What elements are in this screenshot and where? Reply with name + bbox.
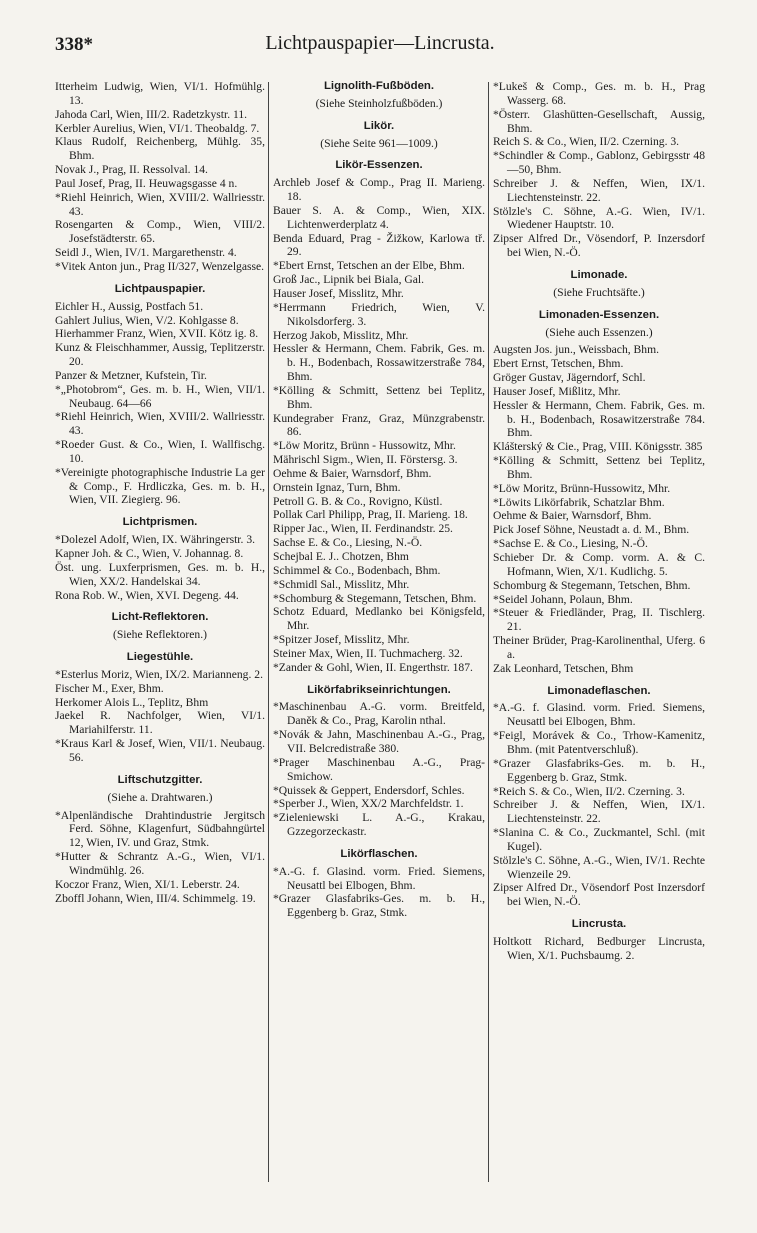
directory-entry: Herkomer Alois L., Teplitz, Bhm <box>55 695 209 709</box>
directory-entry: Koczor Franz, Wien, XI/1. Leberstr. 24. <box>55 877 240 891</box>
directory-entry: Schieber Dr. & Comp. vorm. A. & C. Hofmann, Wien, X/1. Kudlichg. 5. <box>493 551 705 578</box>
directory-entry: *Novák & Jahn, Maschinenbau A.-G., Prag, VII. Belcredistraße 380. <box>273 728 485 755</box>
directory-entry: *Zieleniewski L. A.-G., Krakau, Gzzegorzeckastr. <box>273 811 485 839</box>
directory-entry: Schotz Eduard, Medlanko bei Königsfeld, Mhr. <box>273 605 485 633</box>
directory-entry: Zipser Alfred Dr., Vösendorf Post Inzersdorf bei Wien, N.-Ö. <box>493 881 705 909</box>
directory-entry: *Schomburg & Stegemann, Tetschen, Bhm. <box>273 591 477 605</box>
cross-reference-note: (Siehe auch Essenzen.) <box>545 325 653 339</box>
directory-entry: *„Photobrom“, Ges. m. b. H., Wien, VII/1. Neubaug. 64—66 <box>55 382 265 410</box>
directory-entry: Archleb Josef & Comp., Prag II. Marieng. 18. <box>273 176 485 204</box>
directory-entry: Bauer S. A. & Comp., Wien, XIX. Lichtenwerderplatz 4. <box>273 203 485 231</box>
directory-entry: Hessler & Hermann, Chem. Fabrik, Ges. m. b. H., Bodenbach, Rosawitzerstraße 784. Bhm. <box>493 398 705 440</box>
directory-entry: Reich S. & Co., Wien, II/2. Czerning. 3. <box>493 135 680 149</box>
directory-entry: *Löw Moritz, Brünn-Hussowitz, Mhr. <box>493 481 671 495</box>
directory-entry: *A.-G. f. Glasind. vorm. Fried. Siemens, Neusattl bei Elbogen, Bhm. <box>493 701 705 729</box>
directory-entry: Gahlert Julius, Wien, V/2. Kohlgasse 8. <box>55 313 239 327</box>
directory-entry: *Österr. Glashütten-Gesellschaft, Aussig, Bhm. <box>493 107 705 135</box>
directory-entry: Rona Rob. W., Wien, XVI. Degeng. 44. <box>55 588 239 602</box>
directory-entry: Seidl J., Wien, IV/1. Margarethenstr. 4. <box>55 246 237 260</box>
section-heading: Licht-Reflektoren. <box>111 611 209 624</box>
directory-entry: Steiner Max, Wien, II. Tuchmacherg. 32. <box>273 646 463 660</box>
directory-entry: *A.-G. f. Glasind. vorm. Fried. Siemens, Neusattl bei Elbogen, Bhm. <box>273 864 485 892</box>
directory-entry: *Hutter & Schrantz A.-G., Wien, VI/1. Windmühlg. 26. <box>55 850 265 877</box>
directory-entry: *Schmidl Sal., Misslitz, Mhr. <box>273 577 410 591</box>
directory-entry: Öst. ung. Luxferprismen, Ges. m. b. H., Wien, XX/2. Handelskai 34. <box>55 560 265 588</box>
directory-entry: Holtkott Richard, Bedburger Lincrusta, Wien, X/1. Puchsbaumg. 2. <box>493 934 705 962</box>
directory-entry: Gröger Gustav, Jägerndorf, Schl. <box>493 371 646 385</box>
directory-entry: Benda Eduard, Prag - Žižkow, Karlowa tř. 29. <box>273 231 485 259</box>
directory-entry: Klaus Rudolf, Reichenberg, Mühlg. 35, Bhm. <box>55 135 265 163</box>
directory-entry: *Schindler & Comp., Gablonz, Gebirgsstr 48—50, Bhm. <box>493 149 705 177</box>
cross-reference-note: (Siehe Reflektoren.) <box>112 628 207 642</box>
section-heading: Limonaden-Essenzen. <box>538 308 660 321</box>
directory-entry: Oehme & Baier, Warnsdorf, Bhm. <box>273 466 432 480</box>
directory-entry: Groß Jac., Lipnik bei Biala, Gal. <box>273 273 425 287</box>
directory-entry: Schreiber J. & Neffen, Wien, IX/1. Liechtensteinstr. 22. <box>493 176 705 204</box>
cross-reference-note: (Siehe Steinholzfußböden.) <box>315 96 443 110</box>
directory-entry: Hauser Josef, Misslitz, Mhr. <box>273 286 404 300</box>
directory-entry: *Löw Moritz, Brünn - Hussowitz, Mhr. <box>273 439 456 453</box>
directory-entry: Pollak Carl Philipp, Prag, II. Marieng. 18. <box>273 508 468 522</box>
directory-entry: Schimmel & Co., Bodenbach, Bhm. <box>273 563 441 577</box>
directory-entry: *Zander & Gohl, Wien, II. Engerthstr. 187. <box>273 660 473 674</box>
directory-entry: *Löwits Likörfabrik, Schatzlar Bhm. <box>493 495 665 509</box>
directory-entry: Theiner Brüder, Prag-Karolinenthal, Uferg. 6 a. <box>493 634 705 661</box>
directory-entry: Stölzle's C. Söhne, A.-G., Wien, IV/1. Rechte Wienzeile 29. <box>493 853 705 881</box>
directory-entry: Kunz & Fleischhammer, Aussig, Teplitzerstr. 20. <box>55 341 265 369</box>
section-heading: Lignolith-Fußböden. <box>323 80 435 92</box>
directory-entry: Mährischl Sigm., Wien, II. Förstersg. 3. <box>273 453 458 467</box>
directory-entry: *Riehl Heinrich, Wien, XVIII/2. Wallriesstr. 43. <box>55 190 265 218</box>
directory-entry: Hauser Josef, Mißlitz, Mhr. <box>493 384 621 398</box>
directory-entry: Klášterský & Cie., Prag, VIII. Königsstr. 385 <box>493 440 703 454</box>
directory-entry: Ebert Ernst, Tetschen, Bhm. <box>493 357 624 371</box>
section-heading: Liftschutzgitter. <box>117 773 203 786</box>
directory-entry: *Esterlus Moriz, Wien, IX/2. Marianneng. 2. <box>55 667 263 681</box>
directory-entry: *Prager Maschinenbau A.-G., Prag-Smichow. <box>273 755 485 783</box>
cross-reference-note: (Siehe Fruchtsäfte.) <box>553 285 645 299</box>
directory-entry: *Maschinenbau A.-G. vorm. Breitfeld, Daněk & Co., Prag, Karolin nthal. <box>273 700 485 728</box>
directory-entry: *Feigl, Morávek & Co., Trhow-Kamenitz, Bhm. (mit Patentverschluß). <box>493 729 705 756</box>
directory-entry: Herzog Jakob, Misslitz, Mhr. <box>273 328 409 342</box>
section-heading: Lichtprismen. <box>122 516 198 529</box>
directory-entry: *Sperber J., Wien, XX/2 Marchfeldstr. 1. <box>273 797 464 811</box>
directory-entry: Itterheim Ludwig, Wien, VI/1. Hofmühlg. 13. <box>55 80 265 107</box>
directory-entry: Ornstein Ignaz, Turn, Bhm. <box>273 480 401 494</box>
section-heading: Likör-Essenzen. <box>335 159 423 172</box>
column-middle <box>273 80 485 1190</box>
directory-entry: Rosengarten & Comp., Wien, VIII/2. Josefstädterstr. 65. <box>55 218 265 246</box>
directory-entry: *Spitzer Josef, Misslitz, Mhr. <box>273 633 410 647</box>
directory-entry: *Steuer & Friedländer, Prag, II. Tischlerg. 21. <box>493 606 705 634</box>
column-left <box>55 80 265 1190</box>
directory-entry: *Kölling & Schmitt, Settenz bei Teplitz, Bhm. <box>273 383 485 411</box>
directory-entry: Paul Josef, Prag, II. Heuwagsgasse 4 n. <box>55 176 238 190</box>
directory-entry: Kundegraber Franz, Graz, Münzgrabenstr. 86. <box>273 411 485 439</box>
column-divider <box>488 82 489 1182</box>
section-heading: Lincrusta. <box>571 918 627 931</box>
cross-reference-note: (Siehe a. Drahtwaren.) <box>107 790 213 804</box>
directory-entry: Sachse E. & Co., Liesing, N.-Ö. <box>273 536 423 550</box>
directory-columns <box>55 80 705 1190</box>
column-right <box>493 80 705 1190</box>
directory-entry: Petroll G. B. & Co., Rovigno, Küstl. <box>273 494 443 508</box>
directory-entry: *Roeder Gust. & Co., Wien, I. Wallfischg. 10. <box>55 438 265 465</box>
directory-entry: Schomburg & Stegemann, Tetschen, Bhm. <box>493 578 691 592</box>
directory-entry: *Herrmann Friedrich, Wien, V. Nikolsdorferg. 3. <box>273 300 485 328</box>
section-heading: Likörflaschen. <box>340 847 418 860</box>
directory-entry: *Ebert Ernst, Tetschen an der Elbe, Bhm. <box>273 259 465 273</box>
page-title: Lichtpauspapier—Lincrusta. <box>265 32 495 54</box>
directory-entry: *Grazer Glasfabriks-Ges. m. b. H., Eggenberg b. Graz, Stmk. <box>273 892 485 920</box>
directory-entry: Hessler & Hermann, Chem. Fabrik, Ges. m. b. H., Bodenbach, Rossawitzerstraße 784, Bhm. <box>273 342 485 384</box>
directory-entry: *Reich S. & Co., Wien, II/2. Czerning. 3. <box>493 784 685 798</box>
directory-entry: Zboffl Johann, Wien, III/4. Schimmelg. 19. <box>55 891 256 905</box>
section-heading: Limonade. <box>570 268 628 281</box>
directory-entry: *Dolezel Adolf, Wien, IX. Währingerstr. 3. <box>55 533 256 547</box>
directory-entry: *Sachse E. & Co., Liesing, N.-Ö. <box>493 537 648 551</box>
directory-entry: Stölzle's C. Söhne, A.-G. Wien, IV/1. Wiedener Hauptstr. 10. <box>493 204 705 232</box>
directory-entry: *Vereinigte photographische Industrie La ger & Comp., F. Hrdliczka, Ges. m. b. H., Wien, VII. Ziegierg. 96. <box>55 465 265 507</box>
section-heading: Likörfabrikseinrichtungen. <box>307 683 451 696</box>
directory-entry: *Vitek Anton jun., Prag II/327, Wenzelgasse. <box>55 259 265 273</box>
directory-entry: Novak J., Prag, II. Ressolval. 14. <box>55 163 208 177</box>
directory-entry: *Lukeš & Comp., Ges. m. b. H., Prag Wasserg. 68. <box>493 80 705 107</box>
directory-entry: *Quissek & Geppert, Endersdorf, Schles. <box>273 783 465 797</box>
directory-entry: *Slanina C. & Co., Zuckmantel, Schl. (mit Kugel). <box>493 826 705 853</box>
directory-entry: *Kölling & Schmitt, Settenz bei Teplitz, Bhm. <box>493 454 705 481</box>
directory-entry: *Kraus Karl & Josef, Wien, VII/1. Neubaug. 56. <box>55 737 265 764</box>
directory-entry: Jahoda Carl, Wien, III/2. Radetzkystr. 11. <box>55 107 248 121</box>
cross-reference-note: (Siehe Seite 961—1009.) <box>320 136 438 150</box>
page-header <box>55 28 705 62</box>
section-heading: Liegestühle. <box>126 651 194 664</box>
directory-entry: *Grazer Glasfabriks-Ges. m. b. H., Eggenberg b. Graz, Stmk. <box>493 756 705 784</box>
directory-entry: Zak Leonhard, Tetschen, Bhm <box>493 661 634 675</box>
directory-entry: Hierhammer Franz, Wien, XVII. Kötz ig. 8. <box>55 327 259 341</box>
section-heading: Lichtpauspapier. <box>114 282 206 295</box>
page-number: 338* <box>55 34 93 55</box>
directory-entry: Zipser Alfred Dr., Vösendorf, P. Inzersdorf bei Wien, N.-Ö. <box>493 232 705 260</box>
directory-entry: *Riehl Heinrich, Wien, XVIII/2. Wallriesstr. 43. <box>55 410 265 438</box>
directory-entry: Augsten Jos. jun., Weissbach, Bhm. <box>493 343 659 357</box>
directory-entry: Kerbler Aurelius, Wien, VI/1. Theobaldg. 7. <box>55 121 260 135</box>
section-heading: Likör. <box>363 119 395 132</box>
section-heading: Limonadeflaschen. <box>547 684 651 697</box>
directory-entry: Eichler H., Aussig, Postfach 51. <box>55 299 204 313</box>
directory-entry: Ripper Jac., Wien, II. Ferdinandstr. 25. <box>273 522 453 536</box>
directory-entry: Pick Josef Söhne, Neustadt a. d. M., Bhm. <box>493 523 690 537</box>
directory-entry: Panzer & Metzner, Kufstein, Tir. <box>55 368 207 382</box>
column-divider <box>268 82 269 1182</box>
directory-entry: Fischer M., Exer, Bhm. <box>55 681 164 695</box>
directory-entry: Schejbal E. J.. Chotzen, Bhm <box>273 550 409 563</box>
directory-entry: Schreiber J. & Neffen, Wien, IX/1. Liechtensteinstr. 22. <box>493 798 705 826</box>
directory-entry: Jaekel R. Nachfolger, Wien, VI/1. Mariahilferstr. 11. <box>55 709 265 737</box>
directory-entry: *Alpenländische Drahtindustrie Jergitsch Ferd. Söhne, Klagenfurt, Südbahngürtel 12, Wien, IV. und Graz, Stmk. <box>55 808 265 850</box>
directory-entry: Oehme & Baier, Warnsdorf, Bhm. <box>493 509 652 523</box>
directory-entry: Kapner Joh. & C., Wien, V. Johannag. 8. <box>55 547 244 560</box>
directory-entry: *Seidel Johann, Polaun, Bhm. <box>493 592 633 606</box>
